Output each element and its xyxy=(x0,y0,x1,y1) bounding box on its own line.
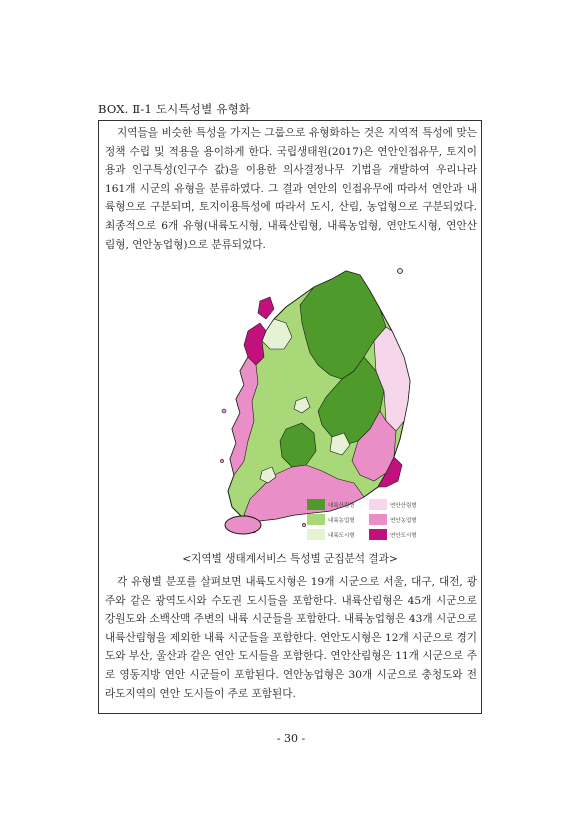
page-number: - 30 - xyxy=(276,732,306,745)
legend-item xyxy=(369,499,417,510)
legend-swatch xyxy=(307,514,325,525)
legend-label: 내륙산림형 xyxy=(328,502,355,509)
legend-item xyxy=(307,514,355,525)
figure-caption: <지역별 생태계서비스 특성별 군집분석 결과> xyxy=(182,553,398,565)
map-island-west-2 xyxy=(220,459,223,462)
map-island-west-1 xyxy=(222,409,226,413)
legend-item xyxy=(369,529,417,540)
jeju-island xyxy=(223,513,263,537)
legend-label: 연안산림형 xyxy=(390,502,417,509)
analysis-paragraph: 각 유형별 분포를 살펴보면 내륙도시형은 19개 시군으로 서울, 대구, 대전, 광주와 같은 광역도시와 수도권 도시들을 포함한다. 내륙산림형은 45개 시군으로 강원도와 소백산맥 주변의 내륙 시군들을 포함한다. 내륙농업형은 43개 시군으로 내륙산림형을 제외한 내륙 시군들을 포함한다. 연안도시형은 12개 시군으로 경기도와 부산, 울산과 같은 연안 도시들을 포함한다. 연안산림형은 11개 시군으로 주로 영동지방 연안 시군들이 포함된다. 연안농업형은 30개 시군으로 충청도와 전라도지역의 연안 도시들이 주로 포함된다. xyxy=(105,576,477,700)
map-island-south-2 xyxy=(302,523,305,526)
legend-label: 내륙농업형 xyxy=(328,517,355,524)
map-island-ulleung xyxy=(398,269,403,274)
box-title: BOX. Ⅱ-1 도시특성별 유형화 xyxy=(98,102,251,116)
legend-item xyxy=(307,529,355,540)
legend-swatch xyxy=(369,514,387,525)
legend-item xyxy=(369,514,417,525)
map-legend xyxy=(307,499,427,549)
content-box xyxy=(98,120,482,714)
map-region-coastal-urban-north xyxy=(258,297,274,319)
intro-paragraph: 지역들을 비슷한 특성을 가지는 그룹으로 유형화하는 것은 지역적 특성에 맞는 정책 수립 및 적용을 용이하게 한다. 국립생태원(2017)은 연안인접유무, 토지이용과 인구특성(인구수 값)을 이용한 의사결정나무 기법을 개발하여 우리나라 161개 시군의 유형을 분류하였다. 그 결과 연안의 인접유무에 따라서 연안과 내륙형으로 구분되며, 토지이용특성에 따라서 도시, 산림, 농업형으로 구분되었다. 최종적으로 6개 유형(내륙도시형, 내륙산림형, 내륙농업형, 연안도시형, 연안산림형, 연안농업형)으로 분류되었다. xyxy=(105,127,477,251)
legend-label: 연안농업형 xyxy=(390,517,417,524)
legend-swatch xyxy=(369,499,387,510)
legend-swatch xyxy=(369,529,387,540)
legend-label: 내륙도시형 xyxy=(328,532,355,539)
legend-swatch xyxy=(307,499,325,510)
legend-label: 연안도시형 xyxy=(390,532,417,539)
legend-item xyxy=(307,499,355,510)
legend-swatch xyxy=(307,529,325,540)
